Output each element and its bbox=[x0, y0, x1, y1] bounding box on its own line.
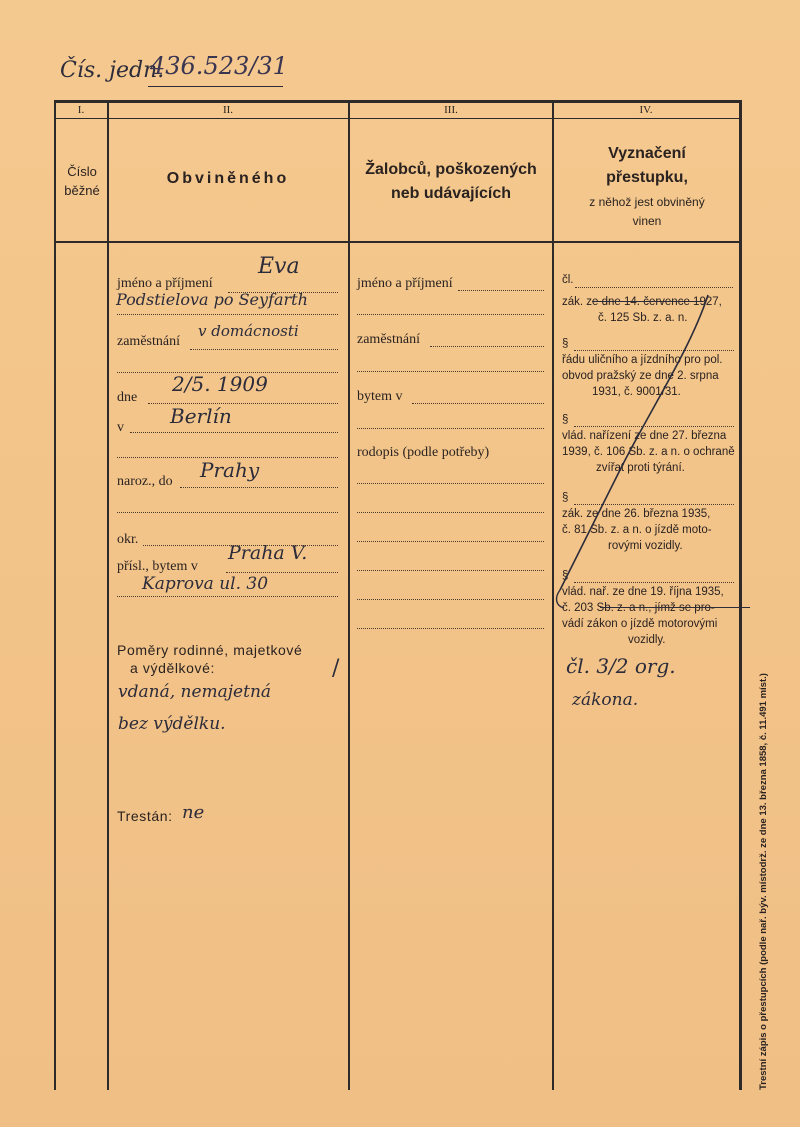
col4-header-line2: přestupku, bbox=[606, 169, 688, 186]
col3-header bbox=[350, 158, 552, 206]
accused-born-value: Prahy bbox=[200, 458, 260, 482]
complainant-bio-line-4 bbox=[357, 570, 544, 571]
punished-label: Trestán: bbox=[117, 808, 173, 824]
complainant-bio-line-3 bbox=[357, 541, 544, 542]
col3-number: III. bbox=[444, 104, 458, 116]
col3-header-line1: Žalobců, poškozených bbox=[365, 161, 537, 178]
accused-street: Kaprova ul. 30 bbox=[142, 574, 269, 594]
reference-number: 436.523/31 bbox=[150, 52, 288, 80]
table-left-border bbox=[54, 100, 56, 1090]
header-bottom-divider bbox=[54, 241, 740, 243]
col-divider-2 bbox=[348, 100, 350, 1090]
col1-header-line2: běžné bbox=[64, 183, 100, 198]
accused-name-label: jméno a příjmení bbox=[117, 276, 213, 291]
offense-3-line1: § bbox=[562, 414, 569, 426]
offense-4-line1: § bbox=[562, 492, 569, 504]
complainant-name-label: jméno a příjmení bbox=[357, 276, 453, 291]
offense-2-line4: 1931, č. 9001/31. bbox=[592, 386, 681, 398]
offense-handwritten-2: zákona. bbox=[572, 690, 639, 710]
accused-place-label: v bbox=[117, 420, 124, 435]
col4-header-line1: Vyznačení bbox=[608, 145, 686, 162]
offense-2-line1: § bbox=[562, 338, 569, 350]
accused-occupation-line bbox=[190, 349, 338, 350]
complainant-bio-label: rodopis (podle potřeby) bbox=[357, 445, 490, 460]
complainant-occupation-line bbox=[430, 346, 544, 347]
complainant-bio-line-5 bbox=[357, 599, 544, 600]
col-divider-1 bbox=[107, 100, 109, 1090]
offense-handwritten-1: čl. 3/2 org. bbox=[566, 654, 676, 678]
complainant-line-3 bbox=[357, 371, 544, 372]
family-label-2: a výdělkové: bbox=[130, 660, 216, 676]
complainant-bio-line-1 bbox=[357, 483, 544, 484]
offense-1-dots bbox=[575, 287, 733, 288]
accused-domicile-line bbox=[226, 572, 338, 573]
accused-domicile-label: přísl., bytem v bbox=[117, 559, 198, 574]
offense-2-line3: obvod pražský ze dne 2. srpna bbox=[562, 370, 719, 382]
accused-birth-date: 2/5. 1909 bbox=[172, 372, 268, 396]
offense-1-line2: zák. ze dne 14. července 1927, bbox=[562, 296, 722, 308]
complainant-line-2 bbox=[357, 314, 544, 315]
reference-label: Čís. jedn. bbox=[60, 58, 165, 83]
accused-surname-line bbox=[117, 314, 338, 315]
offense-1-line1: čl. bbox=[562, 274, 574, 286]
offense-3-line3: 1939, č. 106 Sb. z. a n. o ochraně bbox=[562, 446, 735, 458]
col4-header bbox=[554, 142, 740, 230]
offense-3-line4: zvířat proti týrání. bbox=[596, 462, 685, 474]
complainant-bio-line-6 bbox=[357, 628, 544, 629]
accused-born-label: naroz., do bbox=[117, 474, 173, 489]
complainant-residence-label: bytem v bbox=[357, 389, 403, 404]
accused-date-label: dne bbox=[117, 390, 138, 405]
family-value-2: bez výdělku. bbox=[118, 714, 226, 734]
family-slash: / bbox=[332, 656, 340, 681]
col1-header bbox=[56, 162, 108, 200]
accused-extra-line-3 bbox=[117, 512, 338, 513]
complainant-residence-line bbox=[412, 403, 544, 404]
complainant-bio-line-2 bbox=[357, 512, 544, 513]
reference-underline bbox=[148, 86, 283, 87]
col3-header-line2: neb udávajících bbox=[390, 185, 512, 202]
col4-header-sub2: vinen bbox=[632, 214, 662, 228]
col4-header-sub1: z něhož jest obviněný bbox=[589, 195, 705, 209]
header-numbers-divider bbox=[54, 118, 740, 119]
family-label-1: Poměry rodinné, majetkové bbox=[117, 642, 303, 658]
offense-4-line2: zák. ze dne 26. března 1935, bbox=[562, 508, 711, 520]
offense-5-line3: č. 203 Sb. z. a n., jímž se pro- bbox=[562, 602, 715, 614]
strike-diagonal bbox=[540, 290, 740, 620]
offense-2-line2: řádu uličního a jízdního pro pol. bbox=[562, 354, 723, 366]
accused-occupation-label: zaměstnání bbox=[117, 334, 180, 349]
col2-number: II. bbox=[222, 104, 234, 116]
accused-surname: Podstielova po Seyfarth bbox=[116, 290, 308, 309]
complainant-name-line bbox=[458, 290, 544, 291]
complainant-line-4 bbox=[357, 428, 544, 429]
accused-domicile: Praha V. bbox=[228, 542, 308, 564]
offense-3-line2: vlád. nařízení ze dne 27. března bbox=[562, 430, 727, 442]
offense-1-line3: č. 125 Sb. z. a. n. bbox=[598, 312, 688, 324]
offense-4-line4: rovými vozidly. bbox=[608, 540, 683, 552]
accused-occupation: v domácnosti bbox=[198, 322, 299, 340]
offense-5-line1: § bbox=[562, 570, 569, 582]
accused-birth-place: Berlín bbox=[170, 404, 232, 428]
accused-place-line bbox=[130, 432, 338, 433]
accused-born-line bbox=[180, 487, 338, 488]
col2-header: Obviněného bbox=[166, 170, 290, 187]
offense-5-line2: vlád. nař. ze dne 19. října 1935, bbox=[562, 586, 724, 598]
offense-5-line5: vozidly. bbox=[628, 634, 666, 646]
complainant-occupation-label: zaměstnání bbox=[357, 332, 420, 347]
accused-street-line bbox=[117, 596, 338, 597]
accused-first-name: Eva bbox=[258, 254, 300, 279]
punished-value: ne bbox=[182, 802, 205, 823]
col4-number: IV. bbox=[639, 104, 653, 116]
col1-number: I. bbox=[77, 104, 85, 116]
offense-5-line4: vádí zákon o jízdě motorovými bbox=[562, 618, 718, 630]
table-top-border bbox=[54, 100, 740, 103]
family-value-1: vdaná, nemajetná bbox=[118, 682, 272, 702]
col1-header-line1: Číslo bbox=[67, 164, 97, 179]
accused-district-label: okr. bbox=[117, 532, 139, 547]
offense-4-line3: č. 81 Sb. z. a n. o jízdě moto- bbox=[562, 524, 712, 536]
side-note: Trestní zápis o přestupcích (podle nař. býv. místodrž. ze dne 13. března 1858, č. 11.491 míst.) bbox=[758, 673, 769, 1090]
